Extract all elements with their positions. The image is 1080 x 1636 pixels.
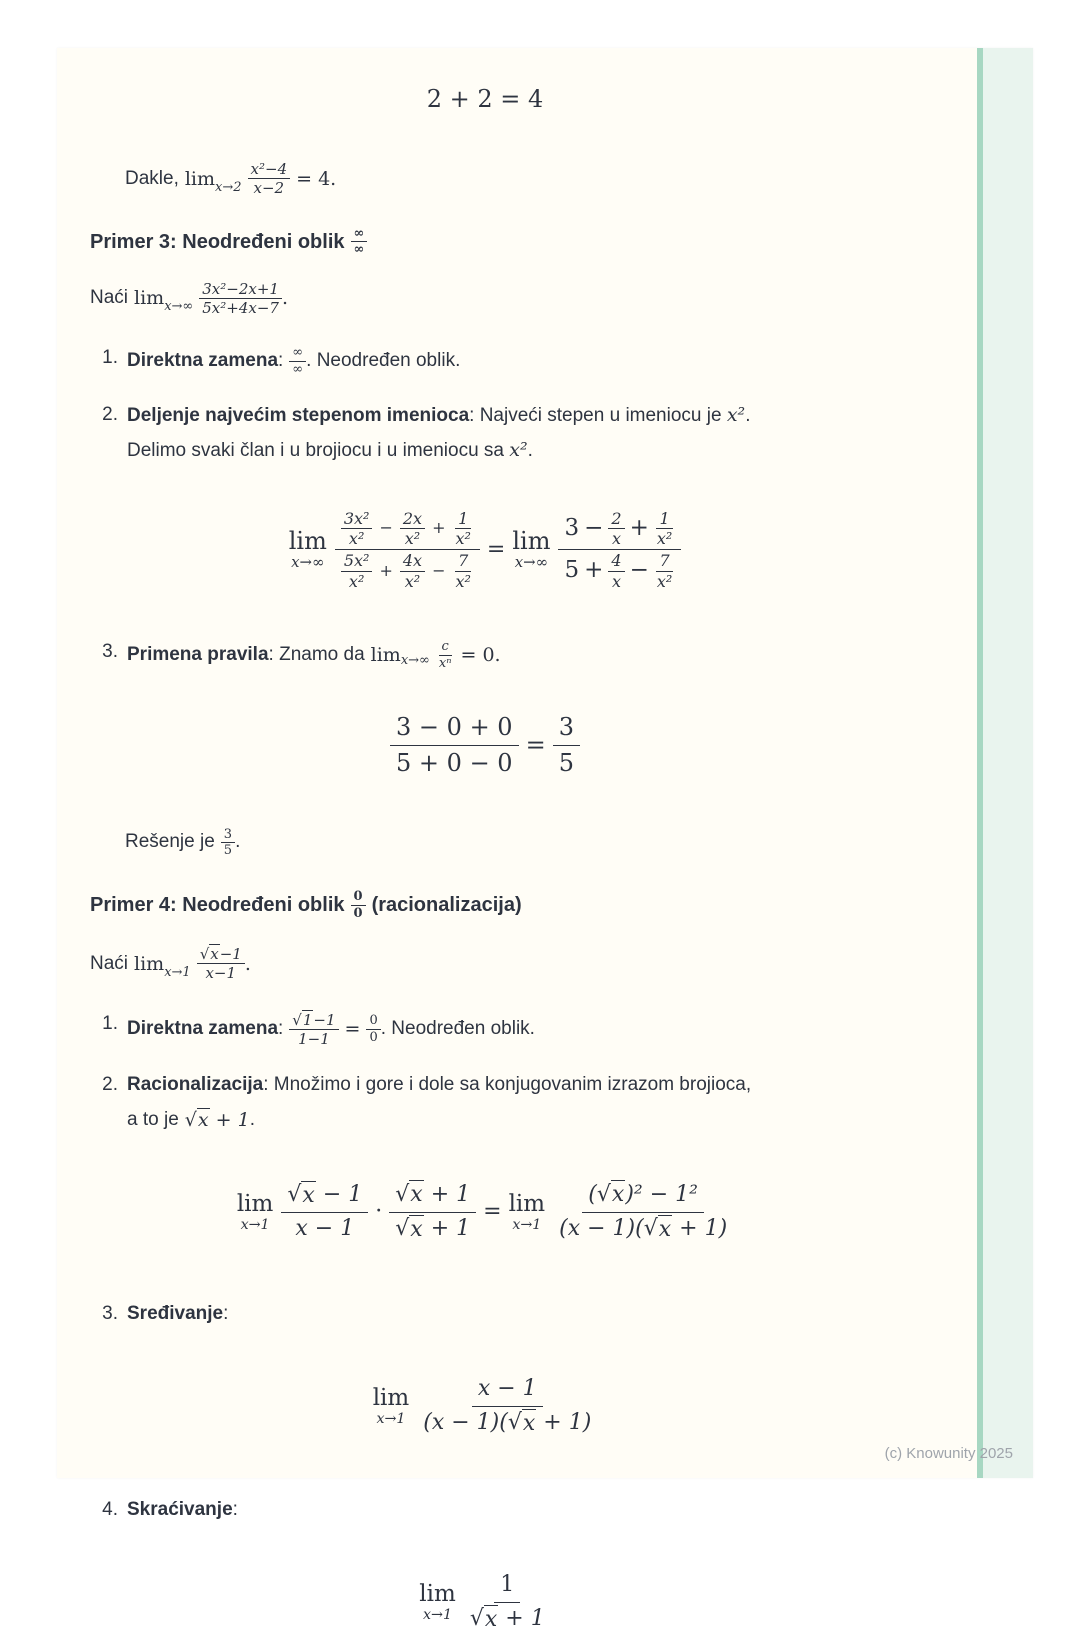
fraction-numerator: 3x² — [341, 510, 373, 529]
sentence-period: . — [745, 404, 751, 426]
limit — [236, 1190, 274, 1233]
lim-subscript: x→∞ — [400, 653, 430, 669]
numerator-pre: ( — [588, 1181, 597, 1207]
copyright-footer: (c) Knowunity 2025 — [884, 1445, 1013, 1462]
naci4-text: Naći — [90, 952, 129, 974]
dakle-result: = 4. — [296, 167, 337, 190]
fraction-numerator: 3 — [221, 828, 235, 844]
lim-word: lim — [508, 1190, 546, 1217]
fraction-denominator: 5x²+4x−7 — [202, 299, 279, 318]
fraction-denominator: x² — [348, 571, 365, 591]
mini-fraction — [654, 510, 675, 548]
math-term: 5 — [564, 557, 580, 584]
item-colon: : — [278, 1017, 284, 1039]
mini-fraction — [341, 552, 373, 590]
operator: + — [584, 557, 604, 584]
item-lead-bold: Direktna zamena — [127, 1017, 279, 1039]
lim-word: lim — [512, 527, 551, 556]
fraction — [464, 1569, 551, 1636]
fraction-numerator: 1 — [455, 510, 471, 529]
numerator-rest: − 1 — [322, 1182, 363, 1208]
resenje-text: Rešenje je — [125, 831, 215, 853]
lim-subscript: x→∞ — [291, 553, 325, 572]
primer4-heading-text: Primer 4: Neodređeni oblik — [90, 894, 345, 917]
fraction-denominator: x — [611, 529, 621, 549]
fraction-denominator: x² — [404, 571, 421, 591]
zero-over-zero-fraction — [366, 1014, 380, 1044]
fraction-denominator: 0 — [353, 905, 363, 921]
fraction-denominator: x−2 — [253, 179, 285, 198]
list-number: 2. — [102, 1073, 118, 1095]
primer3-heading — [90, 227, 893, 257]
equation-top — [90, 84, 880, 115]
mini-fraction — [608, 510, 624, 548]
lim-word: lim — [419, 1580, 456, 1607]
fraction-denominator: ∞ — [292, 361, 304, 377]
fraction-denominator — [389, 1213, 476, 1247]
fraction-numerator: 0 — [366, 1014, 380, 1030]
fraction-numerator: x²−4 — [248, 161, 291, 179]
item-text-line2: Delimo svaki član i u brojiocu i u imeniocu sa — [127, 440, 504, 462]
numerator-rest: )² − 1² — [625, 1181, 698, 1207]
fraction-denominator: ∞ — [353, 242, 365, 258]
fraction — [417, 1373, 597, 1440]
lim-word: lim — [372, 1385, 410, 1412]
inline-math — [185, 1108, 250, 1133]
fraction-numerator — [582, 1178, 704, 1213]
document-page — [57, 48, 1033, 1632]
item-lead-bold: Deljenje najvećim stepenom imenioca — [127, 404, 470, 426]
sqrt-icon: √ — [292, 1010, 302, 1029]
fraction-denominator — [553, 1213, 733, 1247]
radicand: x — [197, 1108, 209, 1131]
list-item-3 — [90, 640, 893, 670]
math-rest: + 1 — [215, 1108, 250, 1131]
fraction-numerator: 4 — [608, 552, 624, 571]
denominator-rest: + 1 — [505, 1606, 545, 1632]
mini-fraction — [608, 552, 624, 590]
list-number: 3. — [102, 1303, 118, 1325]
inf-over-inf-fraction — [289, 346, 306, 376]
fraction-denominator: 1−1 — [298, 1029, 330, 1048]
radicand: x — [611, 1180, 625, 1210]
item-text: . Neodređen oblik. — [380, 1017, 535, 1039]
fraction-numerator — [281, 1179, 368, 1214]
numerator-rest: + 1 — [430, 1181, 471, 1207]
sentence-period: . — [235, 831, 241, 853]
list-item-1 — [90, 346, 893, 376]
item-lead-bold: Racionalizacija — [127, 1073, 264, 1095]
fraction-numerator — [389, 1178, 476, 1213]
sentence-period: . — [527, 440, 533, 462]
item-text: : Znamo da — [268, 643, 365, 665]
item-text-line2: a to je — [127, 1108, 179, 1130]
fraction-numerator: ∞ — [289, 346, 306, 362]
sqrt-icon: √ — [184, 1108, 197, 1131]
display-equation-d4a — [90, 1178, 880, 1246]
limit — [419, 1580, 456, 1623]
operator: − — [379, 518, 393, 538]
item-text: : Množimo i gore i dole sa konjugovanim izrazom brojioca, — [263, 1073, 752, 1095]
denominator-rest: + 1) — [543, 1410, 592, 1436]
primer4-heading — [90, 890, 893, 920]
primer3-heading-text: Primer 3: Neodređeni oblik — [90, 230, 345, 253]
lim-subscript: x→1 — [240, 1216, 270, 1233]
mini-fraction — [400, 552, 425, 590]
fraction-denominator: x² — [455, 571, 471, 591]
fraction — [390, 710, 519, 781]
fraction — [289, 1012, 338, 1047]
fraction-1 — [281, 1179, 368, 1246]
fraction-denominator: x² — [656, 571, 673, 591]
fraction-numerator — [197, 946, 245, 964]
list-number: 1. — [102, 347, 118, 369]
fraction-numerator: 1 — [656, 510, 672, 529]
denominator-pre: (x − 1)( — [559, 1216, 644, 1242]
mini-fraction — [341, 510, 373, 548]
limit — [289, 529, 327, 570]
dakle-math — [185, 161, 336, 196]
radicand: x — [409, 1180, 423, 1210]
result-fraction — [553, 710, 580, 781]
sentence-period: . — [244, 952, 251, 975]
fraction-numerator: 3x²−2x+1 — [199, 281, 282, 299]
lim-word: lim — [236, 1190, 274, 1217]
list-number: 4. — [102, 1499, 118, 1521]
fraction — [197, 946, 245, 981]
fraction — [248, 161, 291, 196]
equals-sign: = — [344, 1017, 361, 1040]
naci3-text: Naći — [90, 287, 129, 309]
fraction-numerator: 3 − 0 + 0 — [390, 710, 519, 746]
radicand: x — [301, 1181, 315, 1211]
operator: + — [432, 518, 446, 538]
fraction-denominator — [464, 1603, 551, 1636]
operator: + — [379, 560, 393, 580]
lim-subscript: x→1 — [423, 1606, 453, 1623]
zero-over-zero-fraction — [351, 890, 366, 920]
fraction-numerator: 2x — [400, 510, 425, 529]
fraction-denominator: x² — [455, 529, 471, 549]
mini-fraction — [400, 510, 425, 548]
multiplication-dot: · — [375, 1199, 383, 1225]
fraction-numerator: 7 — [455, 552, 471, 571]
fraction-right — [558, 508, 681, 592]
fraction-numerator: ∞ — [351, 227, 368, 243]
lim-subscript: x→1 — [376, 1411, 406, 1428]
denominator-rest: + 1) — [679, 1216, 728, 1242]
equals-sign: = — [483, 1199, 502, 1225]
limit — [508, 1190, 546, 1233]
lim-word: lim — [134, 287, 165, 310]
item-lead-bold: Direktna zamena — [127, 350, 279, 372]
denominator-pre: (x − 1)( — [423, 1410, 508, 1436]
radicand: x — [658, 1215, 672, 1245]
denominator-rest: + 1 — [430, 1216, 471, 1242]
sqrt-icon: √ — [287, 1182, 302, 1208]
operator: − — [432, 560, 446, 580]
lim-word: lim — [184, 167, 216, 190]
item-text: : Najveći stepen u imeniocu je — [469, 404, 722, 426]
display-equation-d4b — [90, 1373, 880, 1440]
list-number: 1. — [102, 1012, 118, 1034]
radicand: x — [522, 1409, 536, 1439]
mini-fraction — [452, 552, 473, 590]
lim-word: lim — [288, 527, 327, 556]
item-colon: : — [278, 350, 284, 372]
fraction-numerator — [289, 1012, 338, 1030]
inf-over-inf-fraction — [351, 227, 368, 257]
sqrt-icon: √ — [507, 1410, 522, 1436]
fraction-numerator: 1 — [494, 1569, 520, 1603]
mini-fraction — [452, 510, 473, 548]
fraction-denominator: xⁿ — [438, 655, 452, 671]
sqrt-icon: √ — [395, 1216, 410, 1242]
fraction-denominator: 0 — [369, 1029, 378, 1045]
fraction-numerator: c — [439, 640, 452, 656]
sqrt-icon: √ — [199, 945, 210, 964]
fraction — [221, 828, 235, 858]
nested-fraction-left — [335, 508, 480, 592]
list-item-2 — [90, 1073, 893, 1132]
item-lead-bold: Skraćivanje — [127, 1499, 233, 1521]
limit — [512, 529, 550, 570]
page-content — [57, 48, 1033, 1636]
fraction-denominator: 5 — [558, 749, 574, 778]
fraction — [199, 281, 282, 316]
paragraph-naci4 — [90, 946, 893, 981]
paragraph-resenje — [90, 828, 893, 858]
list-item-2 — [90, 403, 893, 464]
sentence-period: . — [281, 287, 288, 310]
fraction-denominator: x − 1 — [295, 1216, 355, 1242]
list-item-1 — [90, 1012, 893, 1047]
primer4-heading-suffix: (racionalizacija) — [371, 894, 522, 917]
item-result: = 0. — [460, 643, 501, 666]
numerator-rest: −1 — [219, 945, 242, 964]
fraction-numerator: 5x² — [341, 552, 373, 571]
display-equation-d4c — [90, 1569, 880, 1636]
fraction-numerator: 0 — [351, 890, 366, 906]
list-item-3 — [90, 1302, 893, 1327]
lim-word: lim — [134, 952, 165, 975]
radicand: 1 — [302, 1010, 313, 1029]
limit — [373, 1387, 410, 1426]
paragraph-dakle — [90, 161, 893, 196]
fraction-numerator: x − 1 — [472, 1373, 543, 1407]
sentence-period: . — [249, 1108, 255, 1130]
paragraph-naci3 — [90, 281, 893, 316]
fraction-denominator: x² — [656, 529, 673, 549]
operator: − — [629, 557, 649, 584]
lim-subscript: x→∞ — [514, 553, 549, 572]
display-equation-d3a — [90, 508, 880, 592]
fraction-denominator: x² — [348, 529, 365, 549]
dakle-text: Dakle, — [125, 167, 179, 189]
fraction-denominator — [417, 1407, 597, 1441]
lim-word: lim — [370, 643, 401, 666]
fraction-3 — [553, 1178, 733, 1246]
item-lead-bold: Sređivanje — [127, 1303, 224, 1325]
radicand: x — [409, 1215, 423, 1245]
math-term: 3 — [564, 514, 580, 541]
numerator-rest: −1 — [313, 1010, 336, 1029]
fraction-denominator: 5 + 0 − 0 — [396, 749, 513, 778]
lim-subscript: x→2 — [215, 179, 242, 195]
fraction-numerator: 2 — [608, 510, 624, 529]
mini-fraction — [654, 552, 675, 590]
item-text: . Neodređen oblik. — [306, 350, 461, 372]
radicand: x — [484, 1605, 498, 1635]
display-equation-d3b — [90, 710, 880, 781]
equals-sign: = — [486, 536, 506, 562]
fraction-numerator: 3 — [553, 710, 580, 746]
sqrt-icon: √ — [395, 1181, 410, 1207]
fraction-2 — [389, 1178, 476, 1246]
operator: + — [629, 514, 649, 541]
c-over-xn-fraction — [436, 640, 455, 670]
equals-sign: = — [525, 731, 546, 760]
fraction-denominator: 5 — [223, 843, 233, 859]
list-number: 3. — [102, 640, 118, 662]
fraction-denominator: x−1 — [205, 964, 237, 983]
item-colon: : — [223, 1303, 229, 1325]
sqrt-icon: √ — [643, 1216, 658, 1242]
lim-subscript: x→∞ — [164, 299, 194, 315]
fraction-numerator: 4x — [400, 552, 425, 571]
radicand: x — [210, 945, 219, 964]
sqrt-icon: √ — [596, 1181, 611, 1207]
fraction-numerator: 7 — [656, 552, 672, 571]
item-colon: : — [232, 1499, 238, 1521]
lim-subscript: x→1 — [512, 1216, 542, 1233]
list-item-4 — [90, 1498, 893, 1523]
operator: − — [584, 514, 604, 541]
list-number: 2. — [102, 403, 118, 425]
inline-math: x² — [726, 403, 746, 426]
item-lead-bold: Primena pravila — [127, 643, 269, 665]
fraction-denominator: x — [611, 571, 621, 591]
fraction-denominator: x² — [404, 529, 421, 549]
sqrt-icon: √ — [469, 1606, 484, 1632]
equation-top-text: 2 + 2 = 4 — [426, 85, 544, 113]
lim-subscript: x→1 — [164, 964, 191, 980]
inline-math: x² — [509, 439, 528, 462]
